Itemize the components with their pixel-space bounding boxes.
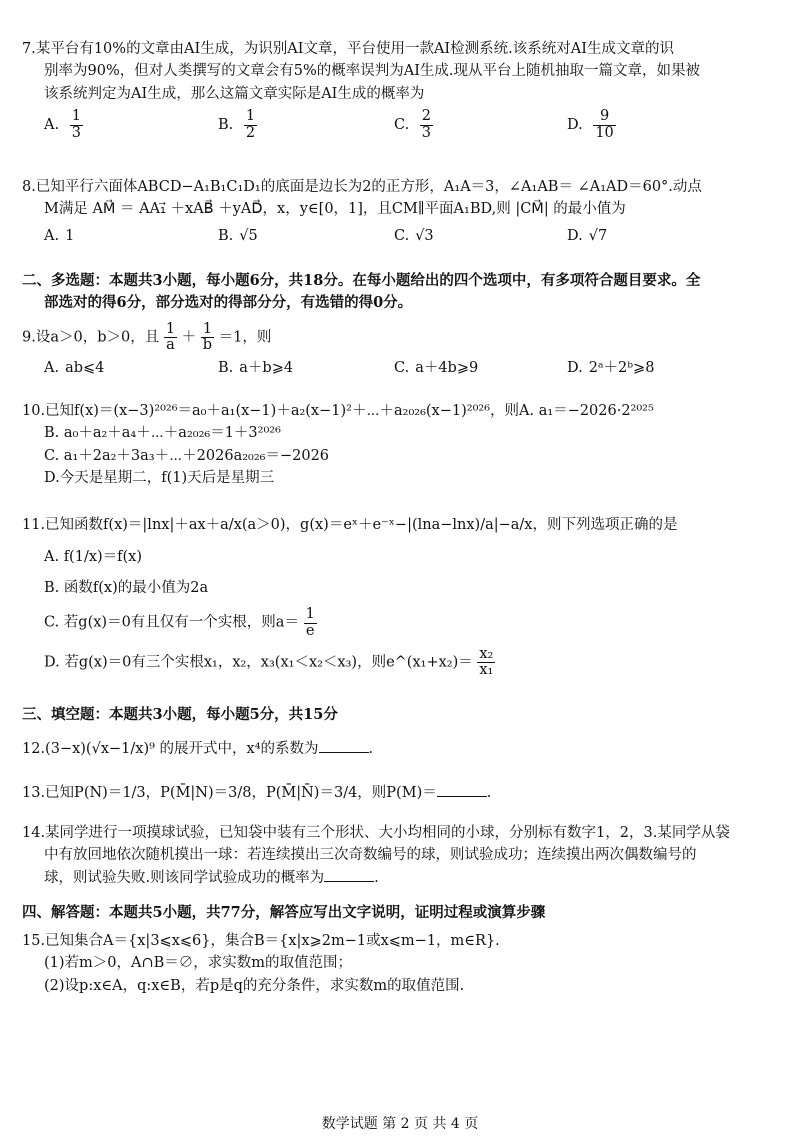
question-11	[22, 514, 778, 678]
q12-stem: 12.(3−x)(√x−1/x)⁹ 的展开式中，x⁴的系数为 .	[22, 738, 778, 760]
q7-stem-line-1: 7.某平台有10%的文章由AI生成，为识别AI文章，平台使用一款AI检测系统.该系统对AI生成文章的识	[22, 41, 674, 57]
q8-option-b: B. √5	[218, 227, 258, 244]
q8-stem-line-2: M满足 AM⃗ ＝ AA₁⃗ ＋xAB⃗ ＋yAD⃗，x，y∈[0，1]，且CM∥平面A₁BD,则 |CM⃗| 的最小值为	[44, 201, 626, 218]
q11-option-b: B. 函数f(x)的最小值为2a	[44, 579, 209, 596]
q12-answer-blank	[319, 738, 369, 753]
q10-option-d: D.今天是星期二，f(1)天后是星期三	[44, 470, 275, 487]
q14-line-1: 14.某同学进行一项摸球试验，已知袋中装有三个形状、大小均相同的小球，分别标有数字1，2，3.某同学从袋	[22, 825, 730, 841]
q7-options	[22, 109, 778, 149]
q13-answer-blank	[437, 782, 487, 797]
section-2-line-2: 部选对的得6分，部分选对的得部分分，有选错的得0分。	[44, 294, 413, 312]
q11-option-c: C. 若g(x)＝0有且仅有一个实根，则a＝ $\frac{1}{e}$	[44, 606, 315, 639]
question-10	[22, 400, 778, 490]
q9-option-a: A. ab⩽4	[44, 360, 105, 377]
q10-option-c: C. a₁＋2a₂＋3a₃＋⋯＋2026a₂₀₂₆＝−2026	[44, 447, 330, 464]
q7-option-b: B. $\frac{1}{2}$	[218, 108, 256, 141]
q7-stem-line-2: 别率为90%，但对人类撰写的文章会有5%的概率误判为AI生成.现从平台上随机抽取一篇文章，如果被	[44, 63, 701, 80]
q8-option-c: C. √3	[394, 227, 434, 244]
section-3-header	[22, 704, 778, 726]
section-2-header	[22, 270, 778, 315]
section-2-line-1: 二、多选题：本题共3小题，每小题6分，共18分。在每小题给出的四个选项中，有多项符合题目要求。全	[22, 272, 701, 289]
q8-option-d: D. √7	[567, 227, 608, 244]
q8-options	[22, 225, 778, 255]
q11-option-d: D. 若g(x)＝0有三个实根x₁，x₂，x₃(x₁＜x₂＜x₃)，则e^(x₁+x₂)＝ $\frac{\text{x₂}}{\text{x₁}}$	[44, 645, 494, 679]
q9-option-c: C. a＋4b⩾9	[394, 360, 479, 377]
q15-part-2: (2)设p:x∈A，q:x∈B，若p是q的充分条件，求实数m的取值范围.	[44, 977, 465, 994]
q7-option-c: C. $\frac{2}{3}$	[394, 108, 432, 141]
q10-stem: 10.已知f(x)＝(x−3)²⁰²⁶＝a₀＋a₁(x−1)＋a₂(x−1)²＋⋯＋a₂₀₂₆(x−1)²⁰²⁶，则A. a₁＝−2026·2²⁰²⁵	[22, 403, 654, 419]
q14-line-3: 球，则试验失败.则该同学试验成功的概率为 .	[22, 867, 778, 889]
question-12	[22, 738, 778, 760]
q13-stem: 13.已知P(N)＝1/3，P(M̄|N)＝3/8，P(M̄|N̄)＝3/4，则P(M)＝ .	[22, 782, 778, 804]
question-9	[22, 322, 778, 387]
page-footer: 数学试题 第 2 页 共 4 页	[321, 1116, 479, 1132]
question-14	[22, 822, 778, 889]
question-13	[22, 782, 778, 804]
q8-stem-line-1: 8.已知平行六面体ABCD−A₁B₁C₁D₁的底面是边长为2的正方形，A₁A＝3，∠A₁AB＝ ∠A₁AD＝60°.动点	[22, 179, 702, 195]
q9-option-d: D. 2ᵃ＋2ᵇ⩾8	[567, 360, 655, 377]
q7-option-a: A. $\frac{1}{3}$	[44, 108, 81, 141]
question-7	[22, 38, 778, 149]
section-4-title: 四、解答题：本题共5小题，共77分，解答应写出文字说明，证明过程或演算步骤	[22, 904, 546, 921]
q9-options	[22, 357, 778, 387]
q8-option-a: A. 1	[44, 227, 75, 244]
question-8	[22, 176, 778, 255]
q15-stem: 15.已知集合A＝{x|3⩽x⩽6}，集合B＝{x|x⩾2m−1或x⩽m−1，m∈R}.	[22, 933, 500, 949]
q11-stem: 11.已知函数f(x)＝|lnx|＋ax＋a/x(a＞0)，g(x)＝eˣ＋e⁻ˣ−|(lna−lnx)/a|−a/x，则下列选项正确的是	[22, 517, 678, 533]
q10-option-b: B. a₀＋a₂＋a₄＋⋯＋a₂₀₂₆＝1＋3²⁰²⁶	[44, 425, 281, 442]
question-15	[22, 930, 778, 997]
q11-option-a: A. f(1/x)＝f(x)	[44, 549, 143, 566]
q9-option-b: B. a＋b⩾4	[218, 360, 294, 377]
q14-answer-blank	[324, 867, 374, 882]
q14-line-2: 中有放回地依次随机摸出一球：若连续摸出三次奇数编号的球，则试验成功；连续摸出两次偶数编号的	[44, 847, 697, 864]
q7-option-d: D. $\frac{9}{10}$	[567, 108, 614, 141]
q9-stem: 9.设a＞0，b＞0，且 $\frac{1}{a}$ ＋ $\frac{1}{b}$ ＝1，则	[22, 321, 272, 354]
q15-part-1: (1)若m＞0，A∩B＝∅，求实数m的取值范围；	[44, 955, 353, 972]
q7-stem-line-3: 该系统判定为AI生成，那么这篇文章实际是AI生成的概率为	[44, 85, 425, 102]
section-3-title: 三、填空题：本题共3小题，每小题5分，共15分	[22, 706, 338, 723]
section-4-header	[22, 902, 778, 924]
